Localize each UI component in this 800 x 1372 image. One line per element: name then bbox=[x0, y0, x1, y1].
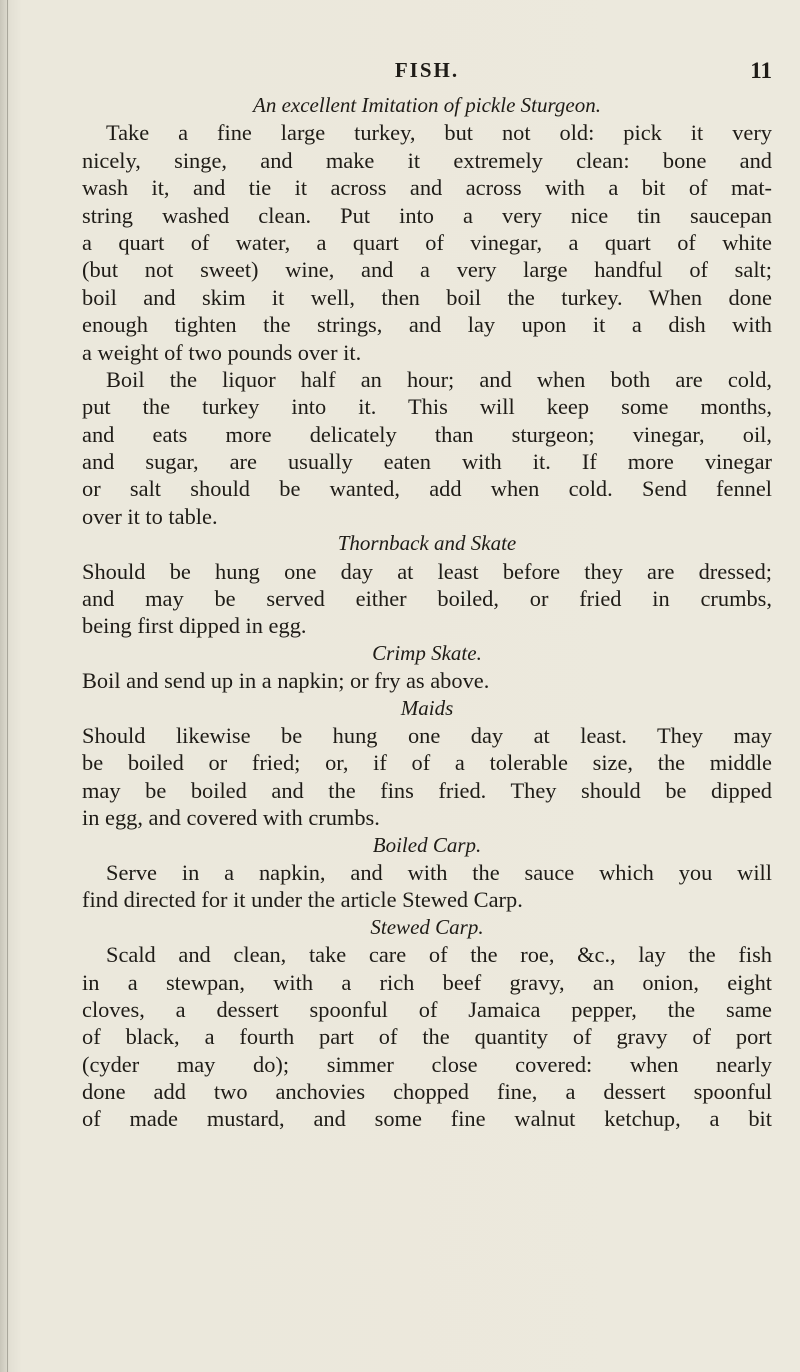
text-line: a quart of water, a quart of vinegar, a quart of white bbox=[82, 229, 772, 255]
text-line: cloves, a dessert spoonful of Jamaica pepper, the same bbox=[82, 996, 772, 1022]
text-line: being first dipped in egg. bbox=[82, 613, 307, 639]
text-line: string washed clean. Put into a very nice tin saucepan bbox=[82, 202, 772, 228]
text-line: wash it, and tie it across and across with a bit of mat- bbox=[82, 175, 772, 201]
text-line: or salt should be wanted, add when cold. Send fennel bbox=[82, 476, 772, 502]
running-head: FISH. bbox=[394, 58, 460, 82]
text-line: Scald and clean, take care of the roe, &c., lay the fish bbox=[106, 942, 772, 968]
recipe-heading: Boiled Carp. bbox=[372, 832, 482, 857]
page-header bbox=[82, 58, 772, 88]
text-line: Take a fine large turkey, but not old: pick it very bbox=[106, 120, 772, 146]
text-line: Boil the liquor half an hour; and when both are cold, bbox=[106, 366, 772, 392]
text-line: in egg, and covered with crumbs. bbox=[82, 805, 380, 831]
text-line: Serve in a napkin, and with the sauce which you will bbox=[106, 859, 772, 885]
text-line: Should likewise be hung one day at least. They may bbox=[82, 722, 772, 748]
recipe-heading: Thornback and Skate bbox=[337, 531, 517, 556]
text-line: of black, a fourth part of the quantity of gravy of port bbox=[82, 1024, 772, 1050]
text-line: of made mustard, and some fine walnut ketchup, a bit bbox=[82, 1106, 772, 1132]
page-number: 11 bbox=[750, 58, 772, 83]
recipe-heading: Crimp Skate. bbox=[372, 640, 482, 665]
text-line: enough tighten the strings, and lay upon it a dish with bbox=[82, 312, 772, 338]
text-line: Boil and send up in a napkin; or fry as above. bbox=[82, 668, 490, 694]
text-line: and eats more delicately than sturgeon; vinegar, oil, bbox=[82, 421, 772, 447]
text-line: in a stewpan, with a rich beef gravy, an onion, eight bbox=[82, 969, 772, 995]
recipe-heading: Maids bbox=[400, 695, 454, 720]
text-line: done add two anchovies chopped fine, a dessert spoonful bbox=[82, 1079, 772, 1105]
text-line: (cyder may do); simmer close covered: when nearly bbox=[82, 1051, 772, 1077]
text-line: put the turkey into it. This will keep some months, bbox=[82, 394, 772, 420]
text-line: and may be served either boiled, or fried in crumbs, bbox=[82, 586, 772, 612]
text-line: (but not sweet) wine, and a very large handful of salt; bbox=[82, 257, 772, 283]
text-line: Should be hung one day at least before they are dressed; bbox=[82, 558, 772, 584]
recipe-heading: An excellent Imitation of pickle Sturgeon. bbox=[253, 93, 601, 117]
page-body bbox=[82, 92, 772, 1133]
text-line: may be boiled and the fins fried. They should be dipped bbox=[82, 777, 772, 803]
text-line: and sugar, are usually eaten with it. If more vinegar bbox=[82, 449, 772, 475]
text-line: be boiled or fried; or, if of a tolerable size, the middle bbox=[82, 750, 772, 776]
text-line: find directed for it under the article Stewed Carp. bbox=[82, 887, 523, 913]
text-line: nicely, singe, and make it extremely clean: bone and bbox=[82, 147, 772, 173]
text-line: over it to table. bbox=[82, 503, 218, 529]
text-line: boil and skim it well, then boil the turkey. When done bbox=[82, 284, 772, 310]
text-line: a weight of two pounds over it. bbox=[82, 339, 362, 365]
page-gutter-edge bbox=[7, 0, 8, 1372]
recipe-heading: Stewed Carp. bbox=[370, 914, 484, 939]
